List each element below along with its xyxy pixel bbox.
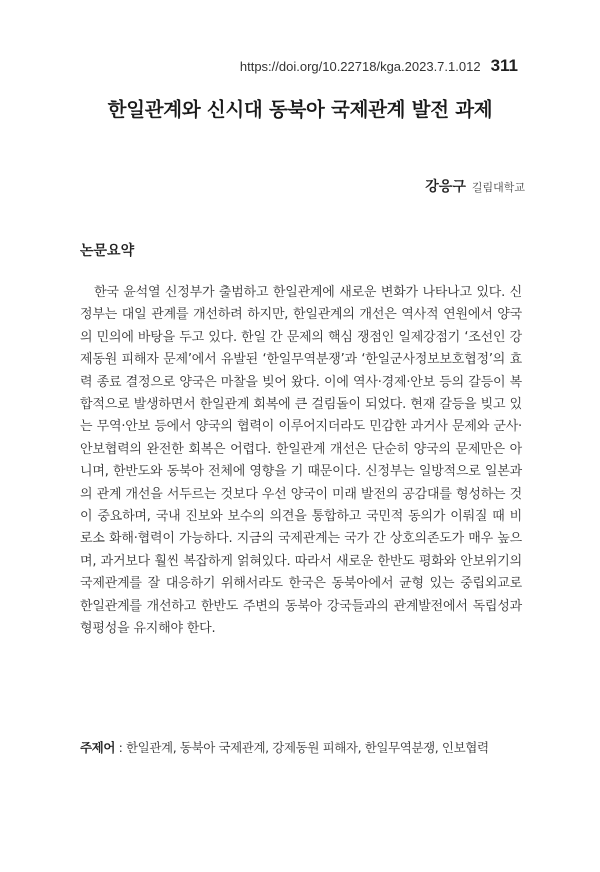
keywords-label: 주제어 bbox=[80, 740, 116, 755]
page-header bbox=[240, 56, 518, 76]
author-block bbox=[425, 176, 525, 196]
keywords-separator: : bbox=[115, 740, 126, 755]
abstract-heading: 논문요약 bbox=[80, 243, 135, 259]
keywords-line bbox=[80, 738, 530, 756]
abstract-body: 한국 윤석열 신정부가 출범하고 한일관계에 새로운 변화가 나타나고 있다. 신정부는 대일 관계를 개선하려 하지만, 한일관계의 개선은 역사적 연원에서 양국의 민의에 바탕을 두고 있다. 한일 간 문제의 핵심 쟁점인 일제강점기 ‘조선인 강제동원 피해자 문제’에서 유발된 ‘한일무역분쟁’과 ‘한일군사정보보호협정’의 효력 종료 결정으로 양국은 마찰을 빚어 왔다. 이에 역사·경제·안보 등의 갈등이 복합적으로 발생하면서 한일관계 회복에 큰 걸림돌이 되었다. 현재 갈등을 빚고 있는 무역·안보 등에서 양국의 협력이 이루어지더라도 민감한 과거사 문제와 군사·안보협력의 완전한 회복은 어렵다. 한일관계 개선은 단순히 양국의 문제만은 아니며, 한반도와 동북아 전체에 영향을 기 때문이다. 신정부는 일방적으로 일본과의 관계 개선을 서두르는 것보다 우선 양국이 미래 발전의 공감대를 형성하는 것이 중요하며, 국내 진보와 보수의 의견을 통합하고 국민적 동의가 이뤄질 때 비로소 화해·협력이 가능하다. 지금의 국제관계는 국가 간 상호의존도가 매우 높으며, 과거보다 훨씬 복잡하게 얽혀있다. 따라서 새로운 한반도 평화와 안보위기의 국제관계를 잘 대응하기 위해서라도 한국은 동북아에서 균형 있는 중립외교로 한일관계를 개선하고 한반도 주변의 동북아 강국들과의 관계발전에서 독립성과 형평성을 유지해야 한다. bbox=[80, 285, 522, 637]
paper-title: 한일관계와 신시대 동북아 국제관계 발전 과제 bbox=[107, 98, 493, 121]
doi-link[interactable]: https://doi.org/10.22718/kga.2023.7.1.012 bbox=[239, 59, 481, 74]
page-number: 311 bbox=[490, 56, 518, 75]
keywords-list: 한일관계, 동북아 국제관계, 강제동원 피해자, 한일무역분쟁, 인보협력 bbox=[126, 740, 489, 755]
author-affiliation: 길림대학교 bbox=[471, 181, 525, 194]
author-name: 강응구 bbox=[425, 179, 466, 195]
